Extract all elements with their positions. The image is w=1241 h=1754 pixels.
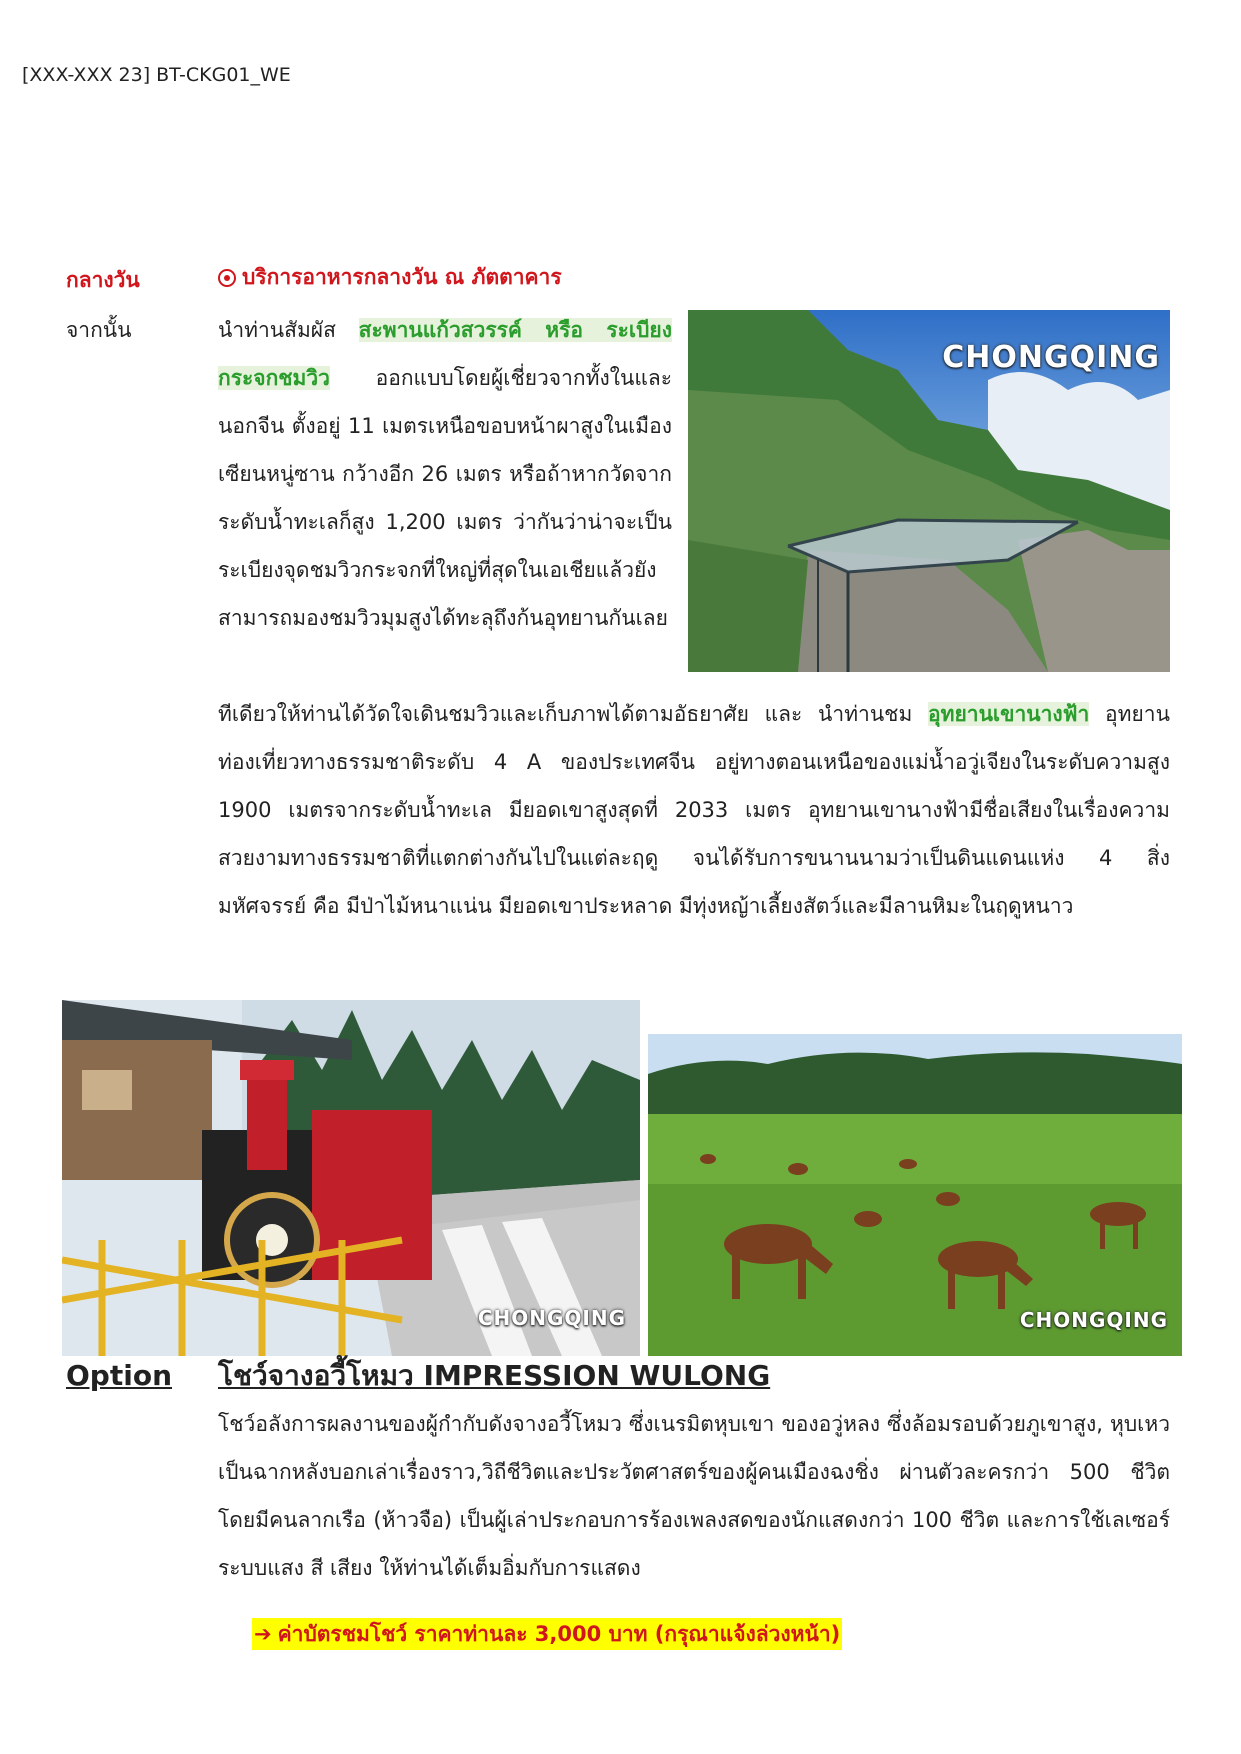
fairy-mountain-description — [218, 690, 1170, 930]
bridge-description — [218, 306, 672, 642]
chongqing-logo: CHONGQING — [942, 340, 1160, 375]
document-code: [XXX-XXX 23] BT-CKG01_WE — [22, 64, 291, 86]
dish-icon — [218, 269, 236, 287]
price-note — [252, 1618, 842, 1650]
glass-bridge-highlight: สะพานแก้วสวรรค์ หรือ ระเบียงกระจกชมวิว — [218, 318, 672, 390]
option-title: โชว์จางอวี้โหมว IMPRESSION WULONG — [218, 1359, 771, 1392]
intro-text: นำท่านสัมผัส — [218, 318, 336, 342]
chongqing-logo: CHONGQING — [1019, 1308, 1168, 1332]
bridge-detail-text: ออกแบบโดยผู้เชี่ยวจากทั้งในและนอกจีน ตั้งอยู่ 11 เมตรเหนือขอบหน้าผาสูงในเมืองเซียนหนู่ซาน กว้างอีก 26 เมตร หรือถ้าหากวัดจากระดับน้ำทะเลก็สูง 1,200 เมตร ว่ากันว่าน่าจะเป็นระเบียงจุดชมวิวกระจกที่ใหญ่ที่สุดในเอเชียแล้วยังสามารถมองชมวิวมุมสูงได้ทะลุถึงก้นอุทยานกันเลย — [218, 366, 672, 630]
lunch-line — [218, 262, 562, 292]
option-description: โชว์อลังการผลงานของผู้กำกับดังจางอวี้โหมว ซึ่งเนรมิตหุบเขา ของอวู่หลง ซึ่งล้อมรอบด้วยภูเขาสูง, หุบเหว เป็นฉากหลังบอกเล่าเรื่องราว,วิถีชีวิตและประวัตศาสตร์ของผู้คนเมืองฉงชิ่ง ผ่านตัวละครกว่า 500 ชีวิต โดยมีคนลากเรือ (ห้าวจือ) เป็นผู้เล่าประกอบการร้องเพลงสดของนักแสดงกว่า 100 ชีวิต และการใช้เลเซอร์ ระบบแสง สี เสียง ให้ท่านได้เต็มอิ่มกับการแสดง — [218, 1412, 1170, 1580]
option-label: Option — [66, 1359, 172, 1392]
fairy-mountain-detail-text: อุทยานท่องเที่ยวทางธรรมชาติระดับ 4 A ของประเทศจีน อยู่ทางตอนเหนือของแม่น้ำอวู่เจียงในระดับความสูง 1900 เมตรจากระดับน้ำทะเล มียอดเขาสูงสุดที่ 2033 เมตร อุทยานเขานางฟ้ามีชื่อเสียงในเรื่องความสวยงามทางธรรมชาติที่แตกต่างกันไปในแต่ละฤดู จนได้รับการขนานนามว่าเป็นดินแดนแห่ง 4 สิ่งมหัศจรรย์ คือ มีป่าไม้หนาแน่น มียอดเขาประหลาด มีทุ่งหญ้าเลี้ยงสัตว์และมีลานหิมะในฤดูหนาว — [218, 702, 1170, 918]
continuation-text: ทีเดียวให้ท่านได้วัดใจเดินชมวิวและเก็บภาพได้ตามอัธยาศัย และ นำท่านชม — [218, 702, 913, 726]
train-photo — [62, 1000, 640, 1356]
arrow-right-icon: ➔ — [254, 1622, 272, 1646]
price-text: ค่าบัตรชมโชว์ ราคาท่านละ 3,000 บาท (กรุณาแจ้งล่วงหน้า) — [277, 1622, 841, 1646]
horses-photo — [648, 1034, 1182, 1356]
lunch-text: บริการอาหารกลางวัน ณ ภัตตาคาร — [242, 265, 562, 289]
afternoon-label: จากนั้น — [66, 318, 132, 342]
glass-bridge-photo — [688, 310, 1170, 672]
lunch-label: กลางวัน — [66, 268, 140, 292]
chongqing-logo: CHONGQING — [477, 1306, 626, 1330]
fairy-mountain-highlight: อุทยานเขานางฟ้า — [928, 702, 1090, 726]
